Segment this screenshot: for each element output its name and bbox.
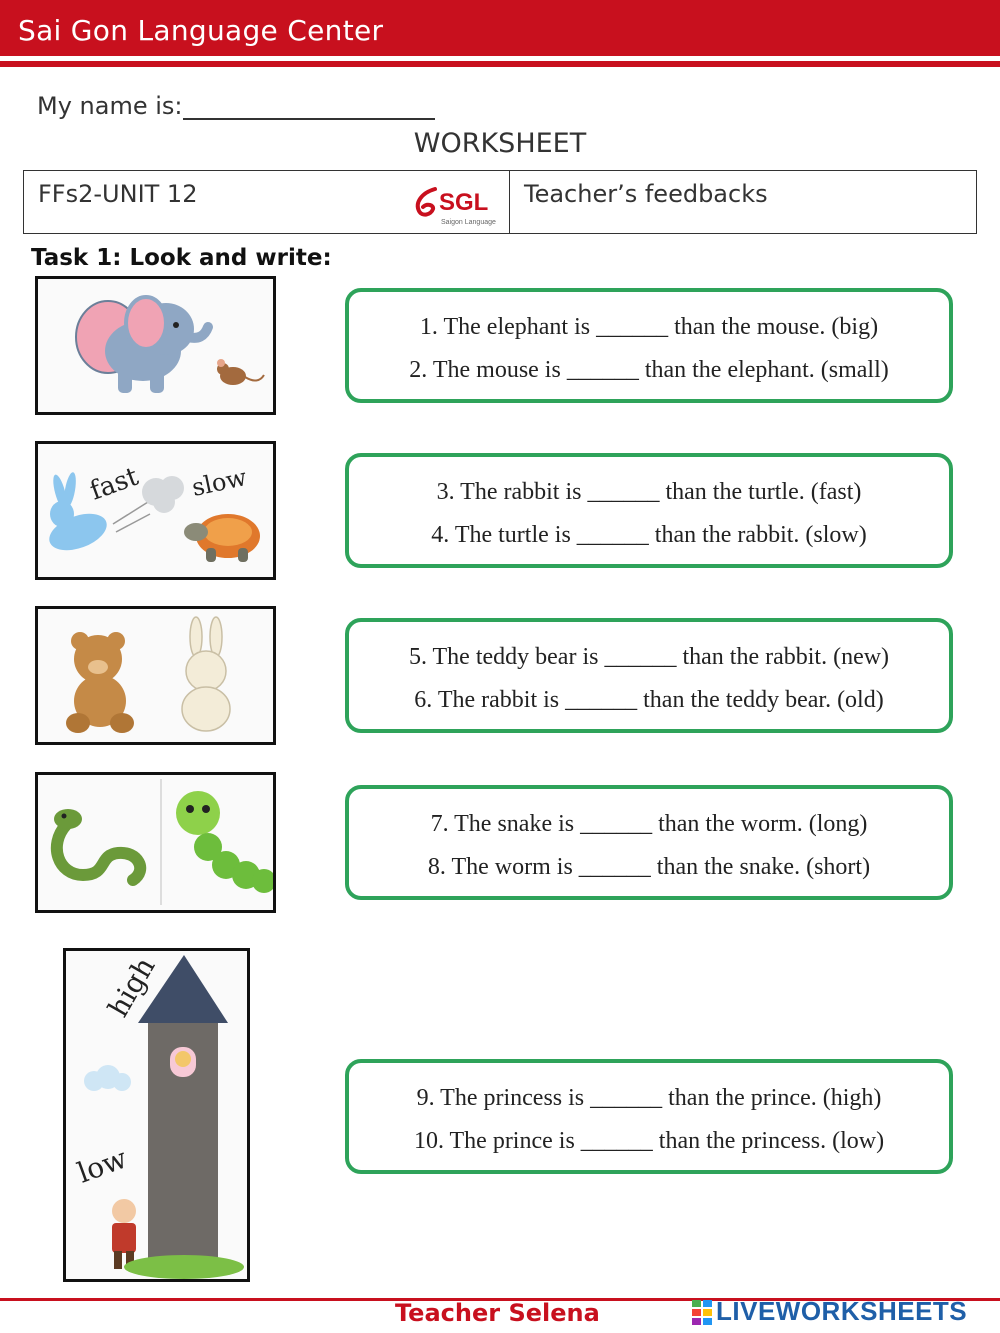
tower-icon [138, 955, 228, 1263]
teacher-name: Teacher Selena [395, 1299, 600, 1327]
question-box-1 [345, 288, 953, 403]
word-fast: fast [86, 461, 143, 507]
turtle-icon [184, 514, 260, 562]
question-5[interactable]: 5. The teddy bear is ______ than the rabbit. (new) [408, 644, 890, 670]
picture-teddy-rabbit [35, 606, 276, 745]
question-8[interactable]: 8. The worm is ______ than the snake. (short) [427, 854, 871, 880]
name-row [37, 92, 435, 120]
header-bar [0, 0, 1000, 56]
info-table [23, 170, 977, 234]
liveworksheets-grid-icon [692, 1300, 714, 1326]
sgl-logo-text: SGL [439, 189, 489, 216]
question-3[interactable]: 3. The rabbit is ______ than the turtle. (fast) [436, 479, 862, 505]
toy-rabbit-icon [182, 617, 230, 731]
picture-snake-worm [35, 772, 276, 913]
question-box-2 [345, 453, 953, 568]
question-7[interactable]: 7. The snake is ______ than the worm. (long) [430, 811, 868, 837]
elephant-icon [76, 297, 208, 393]
name-label: My name is: [37, 92, 183, 120]
question-box-3 [345, 618, 953, 733]
question-box-5 [345, 1059, 953, 1174]
question-6[interactable]: 6. The rabbit is ______ than the teddy bear. (old) [414, 687, 884, 713]
worm-icon [176, 791, 273, 893]
snake-icon [54, 809, 140, 880]
sgl-swoosh-icon [413, 185, 441, 225]
question-1[interactable]: 1. The elephant is ______ than the mouse. (big) [419, 314, 879, 340]
sgl-logo-subtext: Saigon Language [441, 219, 496, 226]
header-divider [0, 61, 1000, 67]
word-low: low [73, 1141, 132, 1190]
question-2[interactable]: 2. The mouse is ______ than the elephant. (small) [409, 357, 889, 383]
task-title: Task 1: Look and write: [31, 245, 332, 271]
info-unit-cell [24, 171, 510, 233]
sgl-logo [413, 185, 509, 231]
grass-icon [124, 1255, 244, 1279]
dust-cloud-icon [142, 476, 184, 513]
question-4[interactable]: 4. The turtle is ______ than the rabbit. (slow) [431, 522, 867, 548]
prince-icon [112, 1199, 136, 1269]
worksheet-title: WORKSHEET [413, 128, 587, 159]
liveworksheets-brand: LIVEWORKSHEETS [716, 1296, 968, 1326]
question-10[interactable]: 10. The prince is ______ than the princess. (low) [413, 1128, 885, 1154]
picture-tower [63, 948, 250, 1282]
feedback-label: Teacher’s feedbacks [524, 180, 768, 208]
word-high: high [101, 951, 162, 1023]
cloud-icon [84, 1065, 131, 1091]
word-slow: slow [189, 463, 250, 502]
picture-elephant-mouse [35, 276, 276, 415]
unit-label: FFs2-UNIT 12 [38, 180, 198, 208]
question-box-4 [345, 785, 953, 900]
question-9[interactable]: 9. The princess is ______ than the prince. (high) [416, 1085, 882, 1111]
mouse-icon [217, 359, 264, 385]
picture-rabbit-turtle [35, 441, 276, 580]
teddy-bear-icon [66, 632, 134, 733]
header-title: Sai Gon Language Center [18, 14, 384, 47]
name-input-line[interactable] [183, 94, 435, 120]
